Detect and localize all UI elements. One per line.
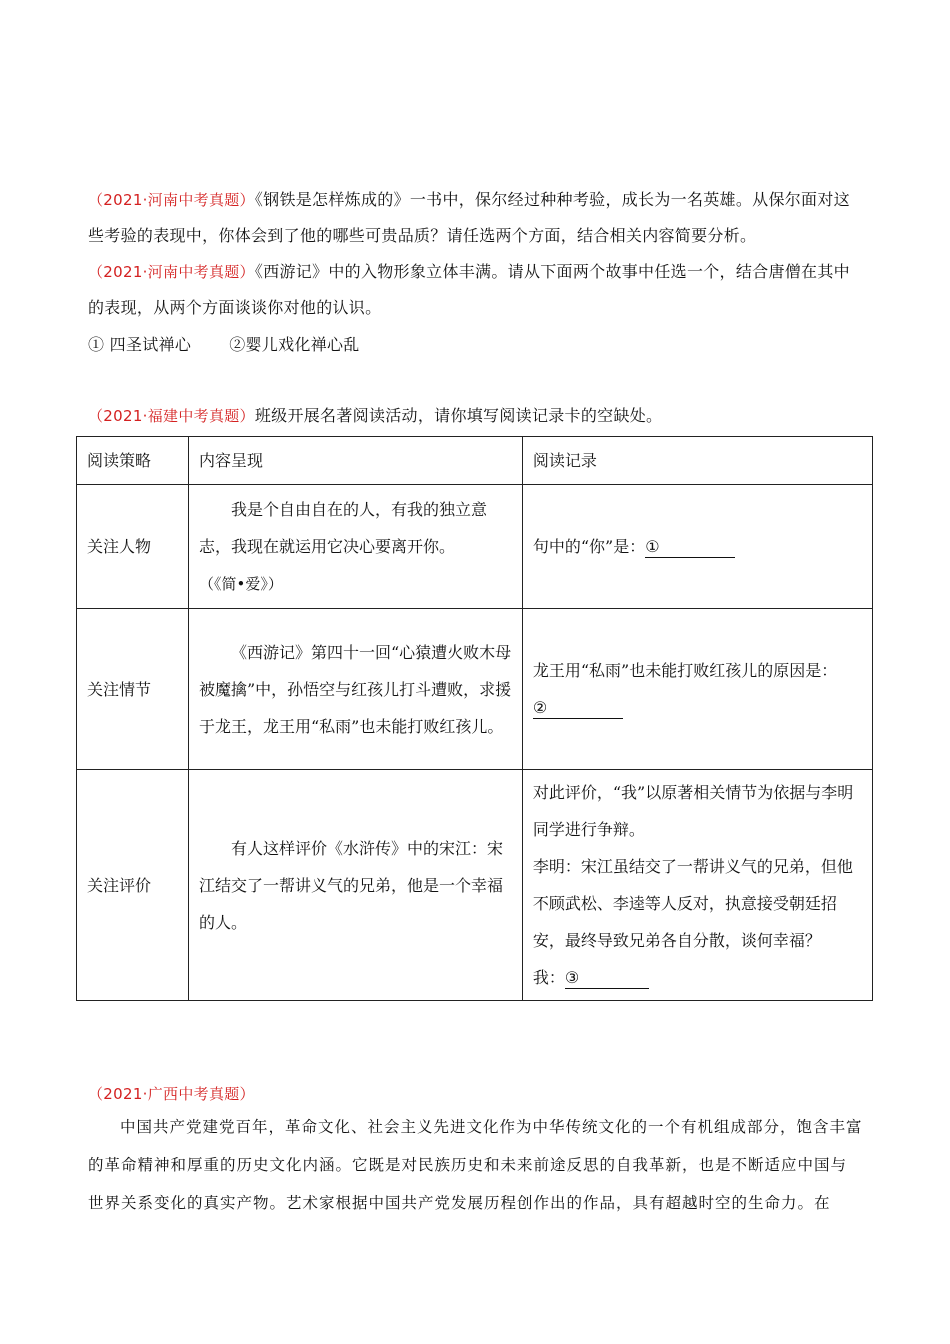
question-4-source-line (88, 1076, 863, 1112)
answer-blank-2[interactable]: ② (533, 698, 623, 719)
question-4-passage: 中国共产党建党百年，革命文化、社会主义先进文化作为中华传统文化的一个有机组成部分，饱含丰富的革命精神和厚重的历史文化内涵。它既是对民族历史和未来前途反思的自我革新，也是不断适应中国与世界关系变化的真实产物。艺术家根据中国共产党发展历程创作出的作品，具有超越时空的生命力。在 (88, 1118, 863, 1212)
record-prefix: 龙王用“私雨”也未能打败红孩儿的原因是： (532, 661, 838, 680)
header-strategy: 阅读策略 (77, 437, 189, 485)
content-cell (189, 485, 523, 609)
strategy-cell: 关注情节 (77, 609, 189, 770)
content-text: 有人这样评价《水浒传》中的宋江：宋江结交了一帮讲义气的兄弟，他是一个幸福的人。 (199, 838, 504, 932)
question-2-text: 《西游记》中的入物形象立体丰满。请从下面两个故事中任选一个，结合唐僧在其中的表现，从两个方面谈谈你对他的认识。 (88, 262, 850, 317)
question-3 (88, 398, 863, 434)
record-cell (522, 770, 872, 1001)
record-cell (522, 609, 872, 770)
table-row (77, 485, 873, 609)
question-1 (88, 182, 863, 254)
record-prefix: 句中的“你”是： (532, 537, 646, 556)
strategy-cell: 关注人物 (77, 485, 189, 609)
question-2 (88, 254, 863, 326)
record-liming: 李明：宋江虽结交了一帮讲义气的兄弟，但他不顾武松、李逵等人反对，执意接受朝廷招安，最终导致兄弟各自分散，谈何幸福？ (532, 857, 853, 950)
option-2: ②婴儿戏化禅心乱 (229, 335, 360, 354)
reading-record-card (76, 436, 873, 1001)
header-content: 内容呈现 (189, 437, 523, 485)
table-row (77, 770, 873, 1001)
content-source: （《简•爱》） (199, 574, 283, 593)
question-2-source: （2021·河南中考真题） (88, 263, 255, 281)
question-2-options (88, 327, 863, 363)
question-1-source: （2021·河南中考真题） (88, 191, 255, 209)
table-header-row (77, 437, 873, 485)
question-3-text: 班级开展名著阅读活动，请你填写阅读记录卡的空缺处。 (254, 406, 663, 425)
record-intro: 对此评价，“我”以原著相关情节为依据与李明同学进行争辩。 (532, 783, 854, 839)
record-me-prefix: 我： (532, 968, 565, 987)
strategy-cell: 关注评价 (77, 770, 189, 1001)
header-record: 阅读记录 (522, 437, 872, 485)
record-cell (522, 485, 872, 609)
question-4-source: （2021·广西中考真题） (88, 1085, 255, 1103)
option-1: ① 四圣试禅心 (88, 335, 192, 354)
answer-blank-1[interactable]: ① (645, 537, 735, 558)
table-row (77, 609, 873, 770)
answer-blank-3[interactable]: ③ (565, 968, 649, 989)
content-text: 《西游记》第四十一回“心猿遭火败木母被魔擒”中，孙悟空与红孩儿打斗遭败，求援于龙王，龙王用“私雨”也未能打败红孩儿。 (199, 642, 512, 736)
question-1-text: 《钢铁是怎样炼成的》一书中，保尔经过种种考验，成长为一名英雄。从保尔面对这些考验的表现中，你体会到了他的哪些可贵品质？请任选两个方面，结合相关内容简要分析。 (88, 190, 850, 245)
content-text: 我是个自由自在的人，有我的独立意志，我现在就运用它决心要离开你。 (199, 499, 488, 556)
content-cell (189, 770, 523, 1001)
content-cell (189, 609, 523, 770)
question-3-source: （2021·福建中考真题） (88, 407, 255, 425)
